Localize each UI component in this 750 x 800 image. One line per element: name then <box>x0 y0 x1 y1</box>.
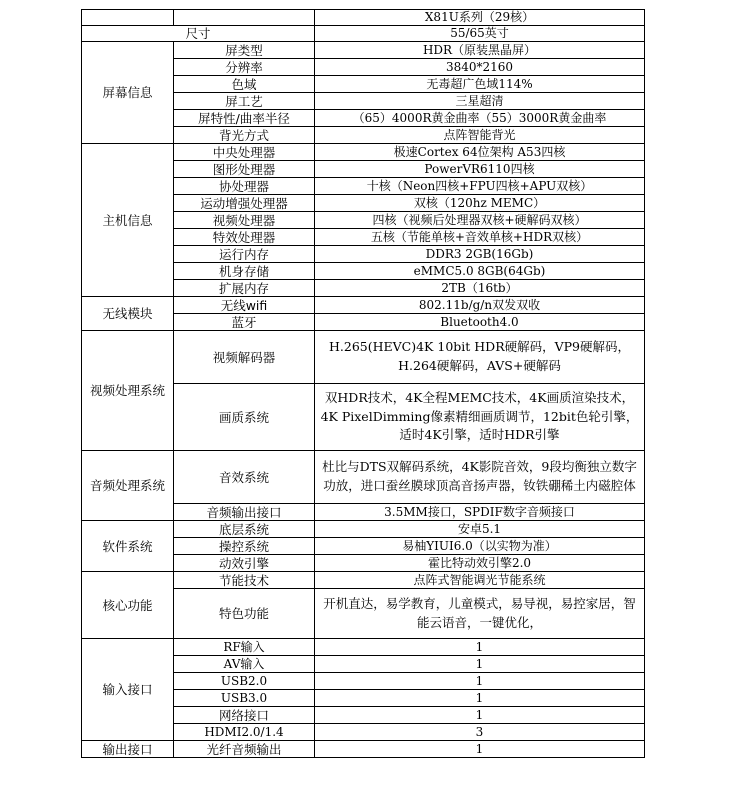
spec-value: 杜比与DTS双解码系统，4K影院音效，9段均衡独立数字功放，进口蚕丝膜球顶高音扬声器，钕铁硼稀土内磁腔体 <box>315 451 645 504</box>
table-row <box>82 451 645 504</box>
spec-value: 十核（Neon四核+FPU四核+APU双核） <box>315 178 645 195</box>
spec-label: 光纤音频输出 <box>174 741 315 758</box>
spec-label: 音效系统 <box>174 451 315 504</box>
spec-label: 扩展内存 <box>174 280 315 297</box>
size-label: 尺寸 <box>82 26 315 42</box>
table-row <box>82 639 645 656</box>
category-output: 输出接口 <box>82 741 174 758</box>
spec-label: 图形处理器 <box>174 161 315 178</box>
spec-value: 1 <box>315 639 645 656</box>
spec-value: 1 <box>315 673 645 690</box>
spec-label: 协处理器 <box>174 178 315 195</box>
spec-value: 开机直达，易学教育，儿童模式，易导视，易控家居，智能云语音，一键优化， <box>315 589 645 639</box>
spec-value: eMMC5.0 8GB(64Gb) <box>315 263 645 280</box>
table-row <box>82 521 645 538</box>
spec-label: 屏特性/曲率半径 <box>174 110 315 127</box>
spec-label: 分辨率 <box>174 59 315 76</box>
spec-label: 背光方式 <box>174 127 315 144</box>
spec-label: USB2.0 <box>174 673 315 690</box>
spec-label: 动效引擎 <box>174 555 315 572</box>
spec-value: （65）4000R黄金曲率（55）3000R黄金曲率 <box>315 110 645 127</box>
spec-label: 画质系统 <box>174 384 315 451</box>
spec-value: 3.5MM接口，SPDIF数字音频接口 <box>315 504 645 521</box>
category-input: 输入接口 <box>82 639 174 741</box>
spec-value: 1 <box>315 690 645 707</box>
spec-label: USB3.0 <box>174 690 315 707</box>
table-title: X81U系列（29核） <box>315 10 645 26</box>
category-core: 核心功能 <box>82 572 174 639</box>
spec-value: 霍比特动效引擎2.0 <box>315 555 645 572</box>
title-row <box>82 10 645 26</box>
size-row <box>82 26 645 42</box>
spec-label: 网络接口 <box>174 707 315 724</box>
spec-label: 底层系统 <box>174 521 315 538</box>
spec-label: 特色功能 <box>174 589 315 639</box>
spec-label: 屏工艺 <box>174 93 315 110</box>
spec-value: 3 <box>315 724 645 741</box>
spec-value: Bluetooth4.0 <box>315 314 645 331</box>
spec-value: H.265(HEVC)4K 10bit HDR硬解码，VP9硬解码，H.264硬解码，AVS+硬解码 <box>315 331 645 384</box>
spec-table <box>81 9 645 758</box>
spec-label: 无线wifi <box>174 297 315 314</box>
spec-value: PowerVR6110四核 <box>315 161 645 178</box>
size-value: 55/65英寸 <box>315 26 645 42</box>
spec-value: 点阵式智能调光节能系统 <box>315 572 645 589</box>
table-row <box>82 572 645 589</box>
spec-value: 四核（视频后处理器双核+硬解码双核） <box>315 212 645 229</box>
spec-label: 屏类型 <box>174 42 315 59</box>
spec-label: 特效处理器 <box>174 229 315 246</box>
spec-label: 机身存储 <box>174 263 315 280</box>
category-host: 主机信息 <box>82 144 174 297</box>
spec-value: 五核（节能单核+音效单核+HDR双核） <box>315 229 645 246</box>
spec-label: 操控系统 <box>174 538 315 555</box>
table-row <box>82 331 645 384</box>
spec-value: 点阵智能背光 <box>315 127 645 144</box>
spec-value: 无毒超广色域114% <box>315 76 645 93</box>
spec-value: 3840*2160 <box>315 59 645 76</box>
spec-value: 三星超清 <box>315 93 645 110</box>
category-wireless: 无线模块 <box>82 297 174 331</box>
category-video: 视频处理系统 <box>82 331 174 451</box>
spec-value: 802.11b/g/n双发双收 <box>315 297 645 314</box>
table-row <box>82 42 645 59</box>
spec-label: RF输入 <box>174 639 315 656</box>
table-row <box>82 144 645 161</box>
category-software: 软件系统 <box>82 521 174 572</box>
spec-label: AV输入 <box>174 656 315 673</box>
spec-label: 节能技术 <box>174 572 315 589</box>
spec-value: 极速Cortex 64位架构 A53四核 <box>315 144 645 161</box>
spec-label: 视频解码器 <box>174 331 315 384</box>
category-screen: 屏幕信息 <box>82 42 174 144</box>
spec-label: 音频输出接口 <box>174 504 315 521</box>
spec-label: 运动增强处理器 <box>174 195 315 212</box>
spec-label: 视频处理器 <box>174 212 315 229</box>
spec-value: HDR（原装黑晶屏） <box>315 42 645 59</box>
spec-value: 1 <box>315 707 645 724</box>
spec-label: 色域 <box>174 76 315 93</box>
spec-value: 1 <box>315 741 645 758</box>
spec-value: 双核（120hz MEMC） <box>315 195 645 212</box>
spec-value: 1 <box>315 656 645 673</box>
table-row <box>82 741 645 758</box>
spec-value: DDR3 2GB(16Gb) <box>315 246 645 263</box>
table-row <box>82 297 645 314</box>
spec-label: HDMI2.0/1.4 <box>174 724 315 741</box>
spec-label: 蓝牙 <box>174 314 315 331</box>
spec-label: 运行内存 <box>174 246 315 263</box>
spec-value: 2TB（16tb） <box>315 280 645 297</box>
spec-value: 易柚YIUI6.0（以实物为准） <box>315 538 645 555</box>
spec-value: 双HDR技术，4K全程MEMC技术，4K画质渲染技术，4K PixelDimming像素精细画质调节，12bit色轮引擎，适时4K引擎，适时HDR引擎 <box>315 384 645 451</box>
spec-label: 中央处理器 <box>174 144 315 161</box>
spec-value: 安卓5.1 <box>315 521 645 538</box>
category-audio: 音频处理系统 <box>82 451 174 521</box>
